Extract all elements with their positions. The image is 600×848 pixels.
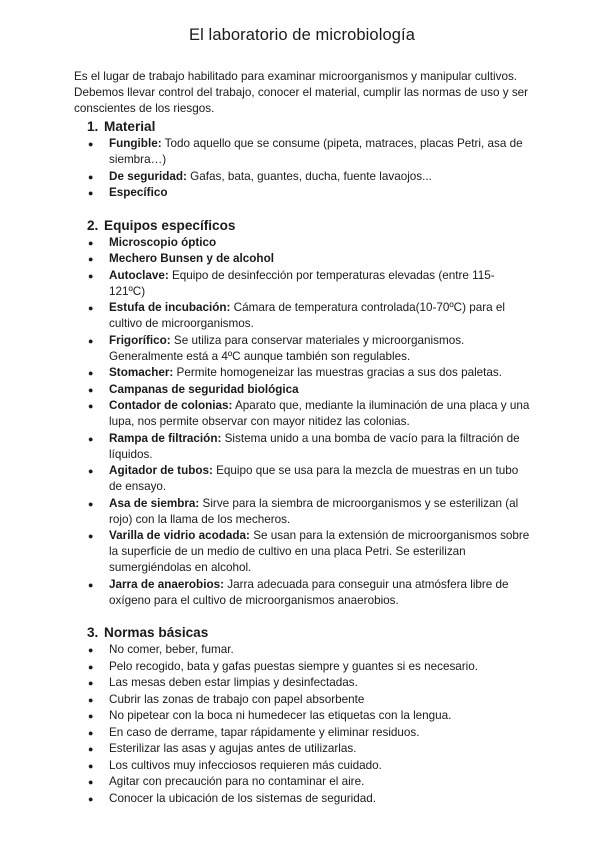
bullet-icon: ● (88, 760, 94, 771)
item-text: Cámara de temperatura controlada(10-70ºC) para el cultivo de microorganismos. (109, 301, 505, 330)
item-text: Pelo recogido, bata y gafas puestas siempre y guantes si es necesario. (109, 659, 479, 673)
item-text: No pipetear con la boca ni humedecer las etiquetas con la lengua. (109, 709, 452, 722)
bullet-icon: ● (88, 433, 94, 444)
section-heading-text: Normas básicas (104, 625, 209, 640)
bullet-icon: ● (88, 171, 94, 182)
item-term: Contador de colonias: (109, 399, 233, 412)
item-term: Fungible: (109, 137, 162, 150)
bullet-icon: ● (88, 727, 94, 738)
item-text: Las mesas deben estar limpias y desinfectadas. (109, 676, 358, 689)
list-item (74, 268, 530, 300)
bullet-icon: ● (88, 711, 94, 721)
list-item (74, 791, 530, 807)
item-text: Equipo que se usa para la mezcla de muestras en un tubo de ensayo. (109, 464, 519, 493)
bullet-icon: ● (88, 237, 94, 248)
bullet-icon: ● (88, 531, 94, 541)
item-term: Frigorífico: (109, 333, 171, 347)
bullet-icon: ● (88, 303, 94, 313)
list-item (74, 333, 530, 365)
item-text: Se utiliza para conservar materiales y microorganismos. Generalmente está a 4ºC aunque también son regulables. (109, 333, 465, 363)
item-text: Cubrir las zonas de trabajo con papel absorbente (109, 692, 365, 706)
intro-paragraph: Es el lugar de trabajo habilitado para examinar microorganismos y manipular cultivos. Debemos llevar control del trabajo, conocer el material, cumplir las normas de uso y ser conscientes de los riesgos. (74, 70, 529, 115)
list-item (74, 169, 530, 185)
list-item (74, 692, 530, 708)
section-number: 2. (87, 217, 99, 233)
page-title: El laboratorio de microbiología (189, 26, 415, 44)
list-item (74, 577, 530, 609)
list-item (74, 741, 530, 757)
item-text: Todo aquello que se consume (pipeta, matraces, placas Petri, asa de siembra…) (109, 137, 523, 166)
item-term: Específico (109, 186, 168, 199)
section-number: 1. (87, 119, 99, 134)
section-number: 3. (87, 625, 99, 640)
list-item (74, 496, 530, 528)
list-item (74, 659, 530, 675)
bullet-icon: ● (88, 579, 94, 590)
item-text: Jarra adecuada para conseguir una atmósfera libre de oxígeno para el cultivo de microorganismos anaerobios. (109, 577, 509, 607)
bullet-icon: ● (88, 694, 94, 705)
list-item (74, 398, 530, 430)
section-heading (87, 118, 530, 135)
item-text: Agitar con precaución para no contaminar el aire. (109, 775, 365, 788)
item-text: Conocer la ubicación de los sistemas de seguridad. (109, 791, 377, 805)
bullet-icon: ● (88, 466, 94, 476)
bullet-icon: ● (88, 645, 94, 655)
bullet-list (74, 642, 530, 807)
item-text: No comer, beber, fumar. (109, 643, 234, 656)
list-item (74, 463, 530, 495)
bullet-icon: ● (88, 661, 94, 672)
list-item (74, 382, 530, 398)
bullet-icon: ● (88, 368, 94, 378)
item-text: En caso de derrame, tapar rápidamente y eliminar residuos. (109, 725, 420, 739)
list-item (74, 300, 530, 332)
bullet-list (74, 136, 530, 201)
item-term: Autoclave: (109, 268, 169, 282)
item-term: Stomacher: (109, 366, 174, 379)
item-term: Jarra de anaerobios: (109, 577, 224, 591)
bullet-icon: ● (88, 498, 94, 509)
bullet-icon: ● (88, 401, 94, 411)
item-text: Sirve para la siembra de microorganismos y se esterilizan (al rojo) con la llama de los mecheros. (109, 496, 519, 526)
item-text: Permite homogeneizar las muestras gracias a sus dos paletas. (173, 366, 503, 379)
list-item (74, 758, 530, 774)
item-text: Se usan para la extensión de microorganismos sobre la superficie de un medio de cultivo en una placa Petri. Se esterilizan sumergiéndolas en alcohol. (109, 529, 530, 574)
list-item (74, 642, 530, 658)
item-text: Esterilizar las asas y agujas antes de utilizarlas. (109, 742, 357, 755)
item-term: Mechero Bunsen y de alcohol (109, 252, 274, 265)
bullet-icon: ● (88, 793, 94, 804)
item-term: Rampa de filtración: (109, 431, 222, 445)
bullet-icon: ● (88, 744, 94, 754)
bullet-icon: ● (88, 139, 94, 149)
item-term: Microscopio óptico (109, 235, 217, 249)
list-item (74, 136, 530, 168)
item-term: Asa de siembra: (109, 496, 200, 510)
bullet-list (74, 235, 530, 609)
list-item (74, 725, 530, 741)
sections-container (74, 118, 530, 807)
item-term: Estufa de incubación: (109, 301, 231, 314)
item-text: Los cultivos muy infecciosos requieren más cuidado. (109, 758, 382, 772)
item-text: Gafas, bata, guantes, ducha, fuente lavaojos... (186, 169, 432, 183)
list-item (74, 365, 530, 381)
item-term: Agitador de tubos: (109, 464, 213, 477)
list-item (74, 675, 530, 691)
section-heading (87, 217, 530, 234)
list-item (74, 528, 530, 576)
bullet-icon: ● (88, 777, 94, 787)
list-item (74, 185, 530, 201)
list-item (74, 251, 530, 267)
item-text: Sistema unido a una bomba de vacío para la filtración de líquidos. (109, 431, 520, 461)
section-heading (87, 624, 530, 641)
section-heading-text: Material (104, 119, 156, 134)
bullet-icon: ● (88, 188, 94, 198)
bullet-icon: ● (88, 678, 94, 688)
list-item (74, 708, 530, 724)
item-text: Aparato que, mediante la iluminación de una placa y una lupa, nos permite observar con mayor nitidez las colonias. (109, 399, 530, 428)
bullet-icon: ● (88, 254, 94, 264)
list-item (74, 774, 530, 790)
list-item (74, 431, 530, 463)
item-term: Varilla de vidrio acodada: (109, 529, 250, 542)
item-text: Equipo de desinfección por temperaturas elevadas (entre 115-121ºC) (109, 268, 495, 298)
bullet-icon: ● (88, 270, 94, 281)
section-heading-text: Equipos específicos (104, 217, 236, 233)
bullet-icon: ● (88, 384, 94, 395)
item-term: Campanas de seguridad biológica (109, 382, 299, 396)
item-term: De seguridad: (109, 169, 187, 183)
list-item (74, 235, 530, 251)
bullet-icon: ● (88, 335, 94, 346)
